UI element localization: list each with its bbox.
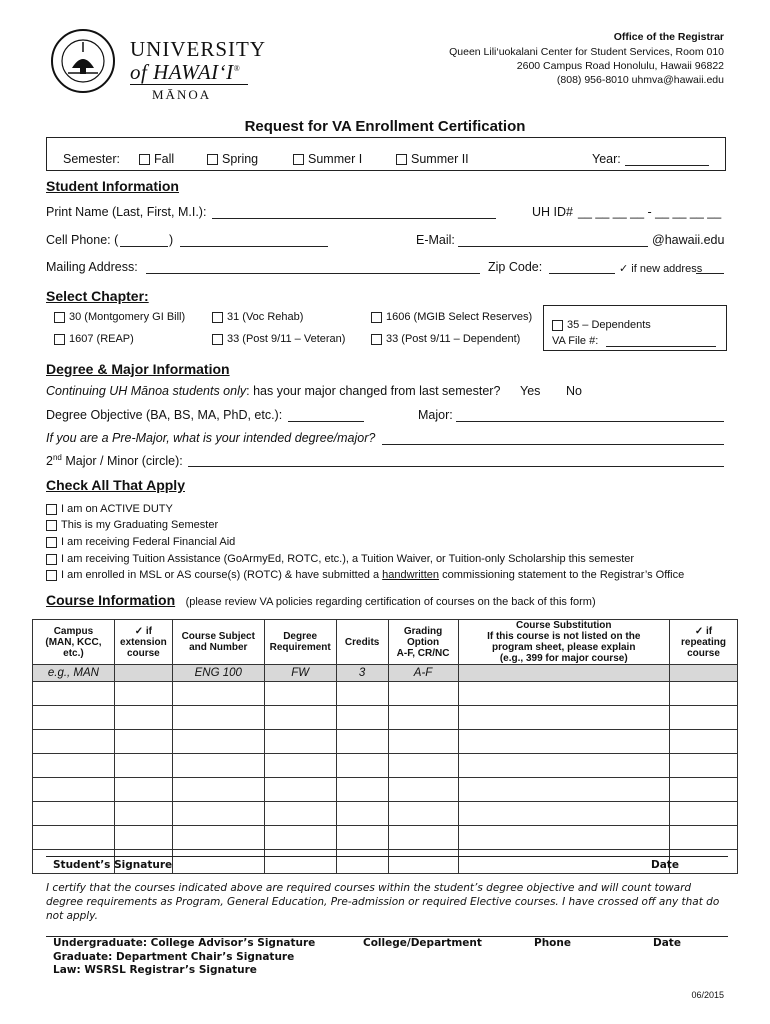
degree-objective-label: Degree Objective (BA, BS, MA, PhD, etc.): — [46, 408, 283, 422]
course-cell[interactable] — [336, 730, 388, 754]
course-cell[interactable] — [33, 778, 115, 802]
print-name-field[interactable] — [212, 205, 496, 219]
course-cell[interactable] — [33, 754, 115, 778]
checkbox-icon[interactable] — [54, 334, 65, 345]
office-name: Office of the Registrar — [613, 31, 724, 43]
college-department-label: College/Department — [363, 937, 482, 949]
student-signature-line[interactable] — [46, 856, 728, 857]
checkbox-icon[interactable] — [46, 504, 57, 515]
course-info-note: (please review VA policies regarding certification of courses on the back of this form) — [185, 596, 596, 608]
checkbox-icon[interactable] — [46, 570, 57, 581]
course-cell[interactable] — [336, 706, 388, 730]
major-field[interactable] — [456, 408, 724, 422]
course-cell[interactable] — [114, 826, 172, 850]
student-signature-label: Student’s Signature — [53, 859, 173, 871]
university-seal-logo — [50, 28, 116, 94]
cell-paren: ) — [169, 233, 174, 247]
checkbox-icon[interactable] — [371, 312, 382, 323]
course-cell[interactable] — [458, 778, 670, 802]
course-cell[interactable] — [172, 826, 264, 850]
col-extension: ✓ if extension course — [114, 620, 172, 665]
checkbox-icon[interactable] — [212, 312, 223, 323]
example-cell: A-F — [388, 665, 458, 682]
course-cell[interactable] — [388, 778, 458, 802]
zip-field[interactable] — [549, 260, 615, 274]
va-file-field[interactable] — [606, 334, 716, 347]
course-row[interactable] — [33, 826, 738, 850]
uh-id-field[interactable]: __ __ __ __ - __ __ __ __ — [578, 205, 722, 219]
checkbox-icon[interactable] — [293, 154, 304, 165]
course-cell[interactable] — [336, 778, 388, 802]
new-address-check[interactable] — [696, 260, 724, 274]
course-cell[interactable] — [458, 730, 670, 754]
example-cell — [458, 665, 670, 682]
course-row[interactable] — [33, 754, 738, 778]
zip-label: Zip Code: — [488, 260, 543, 274]
course-info-header — [46, 592, 596, 610]
chapter-33-veteran[interactable]: 33 (Post 9/11 – Veteran) — [212, 333, 345, 345]
chapter-33-dependent[interactable]: 33 (Post 9/11 – Dependent) — [371, 333, 520, 345]
year-label: Year: — [592, 152, 621, 166]
col-campus: Campus (MAN, KCC, etc.) — [33, 620, 115, 665]
course-cell[interactable] — [670, 706, 738, 730]
va-file-label: VA File #: — [552, 335, 599, 347]
semester-summer-1[interactable]: Summer I — [293, 152, 362, 166]
logo-divider — [130, 84, 248, 85]
major-label: Major: — [418, 408, 453, 422]
course-cell[interactable] — [172, 730, 264, 754]
checkbox-icon[interactable] — [212, 334, 223, 345]
col-credits: Credits — [336, 620, 388, 665]
email-domain: @hawaii.edu — [652, 233, 725, 247]
chapter-31[interactable]: 31 (Voc Rehab) — [212, 311, 303, 323]
chapter-1606[interactable]: 1606 (MGIB Select Reserves) — [371, 311, 532, 323]
checkbox-icon[interactable] — [139, 154, 150, 165]
university-hawaii: of HAWAI‘I® — [130, 60, 241, 84]
student-date-label: Date — [651, 859, 679, 871]
course-row[interactable] — [33, 778, 738, 802]
course-cell[interactable] — [264, 754, 336, 778]
phone-label: Phone — [534, 937, 571, 949]
checkbox-icon[interactable] — [371, 334, 382, 345]
law-signature-label: Law: WSRSL Registrar’s Signature — [53, 964, 257, 976]
course-cell[interactable] — [172, 682, 264, 706]
course-cell[interactable] — [114, 682, 172, 706]
course-cell[interactable] — [670, 682, 738, 706]
course-cell[interactable] — [264, 850, 336, 874]
course-row[interactable] — [33, 730, 738, 754]
mailing-address-label: Mailing Address: — [46, 260, 138, 274]
course-cell[interactable] — [33, 730, 115, 754]
course-cell[interactable] — [172, 778, 264, 802]
second-major-label: 2nd Major / Minor (circle): — [46, 453, 183, 469]
semester-summer-2[interactable]: Summer II — [396, 152, 469, 166]
course-cell[interactable] — [670, 730, 738, 754]
col-grading-option: Grading Option A-F, CR/NC — [388, 620, 458, 665]
email-label: E-Mail: — [416, 233, 455, 247]
campus-name: MĀNOA — [152, 87, 212, 102]
check-rotc[interactable]: I am enrolled in MSL or AS course(s) (ROTC) & have submitted a handwritten commissioning statement to the Registrar’s Office — [46, 569, 684, 581]
course-cell[interactable] — [114, 706, 172, 730]
semester-label: Semester: — [63, 152, 120, 166]
checkbox-icon[interactable] — [552, 320, 563, 331]
checkbox-icon[interactable] — [396, 154, 407, 165]
course-row[interactable] — [33, 706, 738, 730]
check-active-duty[interactable]: I am on ACTIVE DUTY — [46, 503, 173, 515]
checkbox-icon[interactable] — [54, 312, 65, 323]
course-cell[interactable] — [458, 682, 670, 706]
checkbox-icon[interactable] — [46, 520, 57, 531]
course-cell[interactable] — [388, 682, 458, 706]
email-field[interactable] — [458, 233, 648, 247]
course-cell[interactable] — [264, 706, 336, 730]
course-table — [32, 619, 738, 874]
course-cell[interactable] — [388, 730, 458, 754]
example-row — [33, 665, 738, 682]
checkbox-icon[interactable] — [207, 154, 218, 165]
graduate-signature-label: Graduate: Department Chair’s Signature — [53, 951, 295, 963]
course-cell[interactable] — [33, 802, 115, 826]
checkbox-icon[interactable] — [46, 537, 57, 548]
course-cell[interactable] — [336, 802, 388, 826]
check-tuition-assistance[interactable]: I am receiving Tuition Assistance (GoArmyEd, ROTC, etc.), a Tuition Waiver, or Tuition-only Scholarship this semester — [46, 553, 634, 565]
advisor-signature-label: Undergraduate: College Advisor’s Signature — [53, 937, 316, 949]
course-cell[interactable] — [114, 802, 172, 826]
course-cell[interactable] — [172, 850, 264, 874]
continuing-question: : has your major changed from last semester? — [246, 384, 501, 398]
mailing-address-field[interactable] — [146, 260, 480, 274]
course-cell[interactable] — [172, 802, 264, 826]
course-cell[interactable] — [670, 802, 738, 826]
year-field[interactable] — [625, 152, 709, 166]
course-cell[interactable] — [114, 754, 172, 778]
course-row[interactable] — [33, 802, 738, 826]
course-cell[interactable] — [33, 706, 115, 730]
course-cell[interactable] — [336, 754, 388, 778]
col-repeating: ✓ if repeating course — [670, 620, 738, 665]
course-cell[interactable] — [264, 682, 336, 706]
example-cell — [670, 665, 738, 682]
chapter-35-box — [543, 305, 727, 351]
new-address-label: ✓ if new address — [619, 263, 703, 275]
course-cell[interactable] — [388, 754, 458, 778]
chapter-1607[interactable]: 1607 (REAP) — [54, 333, 134, 345]
form-version: 06/2015 — [691, 990, 724, 1000]
example-cell — [114, 665, 172, 682]
course-cell[interactable] — [388, 802, 458, 826]
student-info-heading: Student Information — [46, 178, 179, 194]
course-cell[interactable] — [264, 802, 336, 826]
example-cell: FW — [264, 665, 336, 682]
course-cell[interactable] — [33, 682, 115, 706]
course-cell[interactable] — [388, 706, 458, 730]
course-cell[interactable] — [114, 778, 172, 802]
office-contact: (808) 956-8010 uhmva@hawaii.edu — [556, 74, 724, 86]
col-course-substitution: Course Substitution If this course is not listed on the program sheet, please explain (e.g., 399 for major course) — [458, 620, 670, 665]
course-header-row — [33, 620, 738, 665]
print-name-label: Print Name (Last, First, M.I.): — [46, 205, 207, 219]
university-name: UNIVERSITY — [130, 37, 266, 61]
pre-major-label: If you are a Pre-Major, what is your intended degree/major? — [46, 431, 376, 445]
major-changed-no[interactable]: No — [566, 384, 582, 398]
uh-id-label: UH ID# — [532, 205, 573, 219]
col-degree-requirement: Degree Requirement — [264, 620, 336, 665]
course-cell[interactable] — [336, 826, 388, 850]
cell-phone-field[interactable] — [180, 233, 328, 247]
course-cell[interactable] — [114, 730, 172, 754]
chapter-30[interactable]: 30 (Montgomery GI Bill) — [54, 311, 185, 323]
course-cell[interactable] — [670, 850, 738, 874]
second-major-field[interactable] — [188, 453, 724, 467]
office-address-1: Queen Lili‘uokalani Center for Student Services, Room 010 — [449, 46, 724, 58]
course-cell[interactable] — [264, 730, 336, 754]
advisor-date-label: Date — [653, 937, 681, 949]
course-cell[interactable] — [388, 826, 458, 850]
cell-phone-label: Cell Phone: ( — [46, 233, 119, 247]
course-cell[interactable] — [264, 826, 336, 850]
course-cell[interactable] — [458, 802, 670, 826]
certification-statement: I certify that the courses indicated above are required courses within the student’s degree objective and will count toward degree requirements as Program, General Education, Pre-admission or required Elective courses. I have crossed off any that do not apply. — [46, 882, 720, 922]
course-row[interactable] — [33, 682, 738, 706]
course-cell[interactable] — [458, 706, 670, 730]
course-cell[interactable] — [458, 850, 670, 874]
check-all-heading: Check All That Apply — [46, 477, 185, 493]
chapter-heading: Select Chapter: — [46, 288, 149, 304]
degree-heading: Degree & Major Information — [46, 361, 230, 377]
course-cell[interactable] — [388, 850, 458, 874]
course-cell[interactable] — [172, 754, 264, 778]
semester-fall[interactable]: Fall — [139, 152, 174, 166]
example-cell: 3 — [336, 665, 388, 682]
course-cell[interactable] — [172, 706, 264, 730]
office-address-2: 2600 Campus Road Honolulu, Hawaii 96822 — [516, 60, 724, 72]
example-cell: ENG 100 — [172, 665, 264, 682]
course-info-heading: Course Information — [46, 592, 176, 608]
example-cell: e.g., MAN — [33, 665, 115, 682]
degree-objective-field[interactable] — [288, 408, 364, 422]
course-cell[interactable] — [670, 778, 738, 802]
course-cell[interactable] — [458, 754, 670, 778]
course-cell[interactable] — [458, 826, 670, 850]
course-cell[interactable] — [670, 754, 738, 778]
form-title: Request for VA Enrollment Certification — [244, 118, 526, 135]
check-graduating[interactable]: This is my Graduating Semester — [46, 519, 218, 531]
course-cell[interactable] — [33, 826, 115, 850]
course-cell[interactable] — [264, 778, 336, 802]
col-course-subject: Course Subject and Number — [172, 620, 264, 665]
pre-major-field[interactable] — [382, 431, 724, 445]
checkbox-icon[interactable] — [46, 554, 57, 565]
continuing-label: Continuing UH Mānoa students only — [46, 384, 247, 398]
area-code-field[interactable] — [120, 233, 168, 247]
semester-spring[interactable]: Spring — [207, 152, 258, 166]
semester-box — [46, 137, 726, 171]
major-changed-yes[interactable]: Yes — [520, 384, 541, 398]
course-cell[interactable] — [336, 850, 388, 874]
chapter-35[interactable]: 35 – Dependents — [552, 319, 651, 331]
course-cell[interactable] — [336, 682, 388, 706]
check-financial-aid[interactable]: I am receiving Federal Financial Aid — [46, 536, 235, 548]
course-cell[interactable] — [670, 826, 738, 850]
